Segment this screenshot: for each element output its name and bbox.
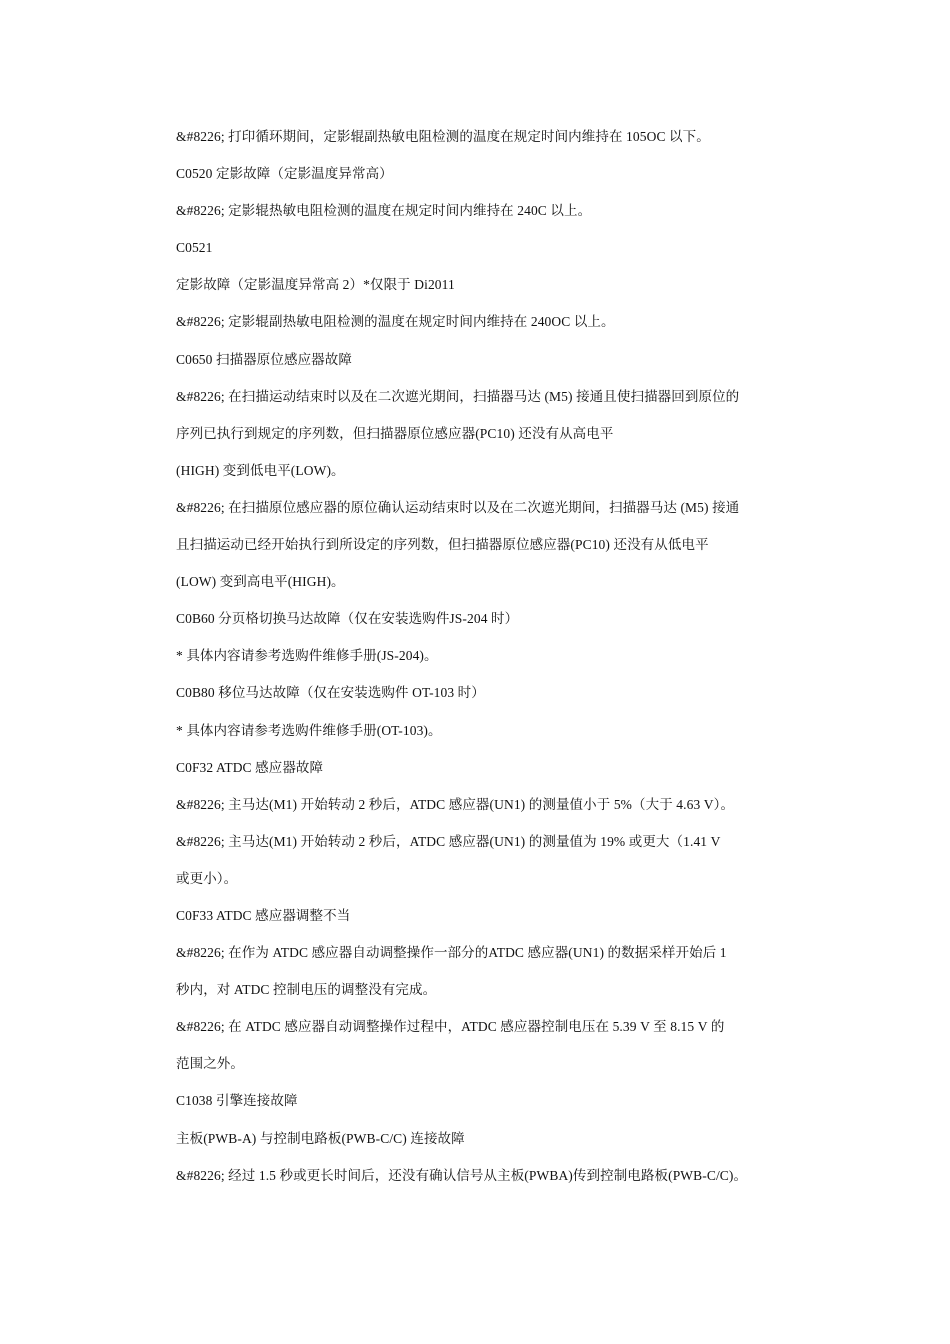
text-line: 且扫描运动已经开始执行到所设定的序列数，但扫描器原位感应器(PC10) 还没有从低电平 <box>176 537 709 553</box>
text-line: &#8226; 在 ATDC 感应器自动调整操作过程中，ATDC 感应器控制电压在 5.39 V 至 8.15 V 的 <box>176 1019 725 1035</box>
text-line: &#8226; 经过 1.5 秒或更长时间后，还没有确认信号从主板(PWBA)传到控制电路板(PWB-C/C)。 <box>176 1167 748 1183</box>
error-code-heading: C1038 引擎连接故障 <box>176 1093 298 1109</box>
text-line: &#8226; 定影辊热敏电阻检测的温度在规定时间内维持在 240C 以上。 <box>176 203 592 219</box>
text-line: 主板(PWB-A) 与控制电路板(PWB-C/C) 连接故障 <box>176 1130 465 1146</box>
text-line: &#8226; 在作为 ATDC 感应器自动调整操作一部分的ATDC 感应器(UN1) 的数据采样开始后 1 <box>176 945 727 961</box>
text-line: &#8226; 打印循环期间，定影辊副热敏电阻检测的温度在规定时间内维持在 105OC 以下。 <box>176 129 710 144</box>
text-line: * 具体内容请参考选购件维修手册(JS-204)。 <box>176 648 438 664</box>
text-line: (LOW) 变到高电平(HIGH)。 <box>176 574 345 590</box>
text-line: * 具体内容请参考选购件维修手册(OT-103)。 <box>176 722 442 738</box>
error-code-heading: C0520 定影故障（定影温度异常高） <box>176 166 393 182</box>
text-line: &#8226; 主马达(M1) 开始转动 2 秒后，ATDC 感应器(UN1) 的测量值小于 5%（大于 4.63 V）。 <box>176 796 735 812</box>
text-line: 序列已执行到规定的序列数，但扫描器原位感应器(PC10) 还没有从高电平 <box>176 425 614 441</box>
text-line: 范围之外。 <box>176 1056 244 1072</box>
document-body <box>176 123 786 1199</box>
error-code-heading: C0F32 ATDC 感应器故障 <box>176 759 324 775</box>
text-line: 秒内，对 ATDC 控制电压的调整没有完成。 <box>176 982 437 998</box>
text-line: (HIGH) 变到低电平(LOW)。 <box>176 462 345 478</box>
error-code-heading: C0B80 移位马达故障（仅在安装选购件 OT-103 时） <box>176 685 485 701</box>
error-code-heading: C0521 <box>176 240 213 256</box>
text-line: &#8226; 定影辊副热敏电阻检测的温度在规定时间内维持在 240OC 以上。 <box>176 314 615 330</box>
error-code-heading: C0F33 ATDC 感应器调整不当 <box>176 907 351 923</box>
text-line: &#8226; 在扫描运动结束时以及在二次遮光期间，扫描器马达 (M5) 接通且使扫描器回到原位的 <box>176 388 740 404</box>
text-line: &#8226; 主马达(M1) 开始转动 2 秒后，ATDC 感应器(UN1) 的测量值为 19% 或更大（1.41 V <box>176 833 721 849</box>
text-line: 或更小）。 <box>176 870 238 886</box>
error-code-heading: C0650 扫描器原位感应器故障 <box>176 351 352 367</box>
text-line: 定影故障（定影温度异常高 2）*仅限于 Di2011 <box>176 277 455 293</box>
text-line: &#8226; 在扫描原位感应器的原位确认运动结束时以及在二次遮光期间，扫描器马达 (M5) 接通 <box>176 499 740 515</box>
error-code-heading: C0B60 分页格切换马达故障（仅在安装选购件JS-204 时） <box>176 611 519 627</box>
